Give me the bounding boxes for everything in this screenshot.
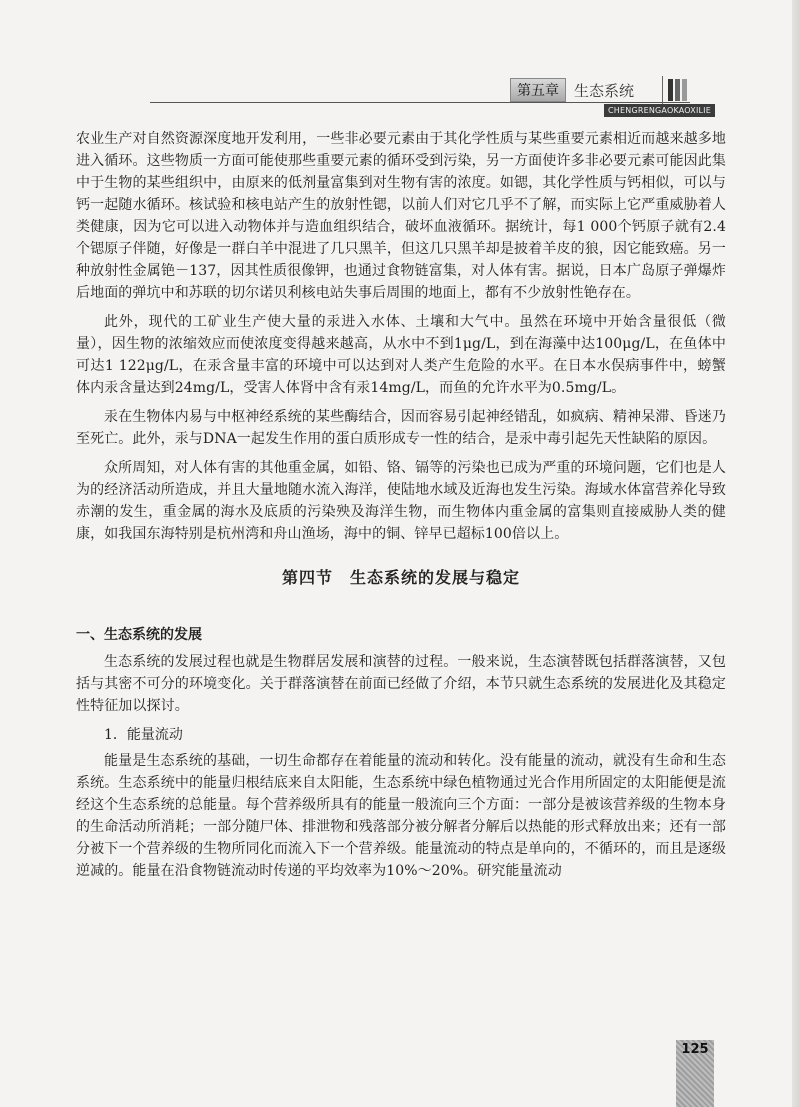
body-paragraph-6: 能量是生态系统的基础，一切生命都存在着能量的流动和转化。没有能量的流动，就没有生命和生态系统。生态系统中的能量归根结底来自太阳能，生态系统中绿色植物通过光合作用所固定的太阳能便是流经这个生态系统的总能量。每个营养级所具有的能量一般流向三个方面：一部分是被该营养级的生物本身的生命活动所消耗；一部分随尸体、排泄物和残落部分被分解者分解后以热能的形式释放出来；还有一部分被下一个营养级的生物所同化而流入下一个营养级。能量流动的特点是单向的，不循环的，而且是逐级逆减的。能量在沿食物链流动时传递的平均效率为10%～20%。研究能量流动 [76, 753, 726, 879]
body-paragraph-4: 众所周知，对人体有害的其他重金属，如铅、铬、镉等的污染也已成为严重的环境问题，它们也是人为的经济活动所造成，并且大量地随水流入海洋，使陆地水域及近海也发生污染。海域水体富营养化导致赤潮的发生，重金属的海水及底质的污染殃及海洋生物，而生物体内重金属的富集则直接威胁人类的健康，如我国东海特别是杭州湾和舟山渔场，海中的铜、锌早已超标100倍以上。 [76, 460, 726, 542]
body-paragraph-5: 生态系统的发展过程也就是生物群居发展和演替的过程。一般来说，生态演替既包括群落演替，又包括与其密不可分的环境变化。关于群落演替在前面已经做了介绍，本节只就生态系统的发展进化及其稳定性特征加以探讨。 [76, 654, 726, 714]
page-body [76, 128, 726, 889]
body-paragraph-2: 此外，现代的工矿业生产使大量的汞进入水体、土壤和大气中。虽然在环境中开始含量很低（微量），因生物的浓缩效应而使浓度变得越来越高，从水中不到1μg/L，到在海藻中达100μg/L，在鱼体中可达1 122μg/L，在汞含量丰富的环境中可以达到对人类产生危险的水平。在日本水俣病事件中，螃蟹体内汞含量达到24mg/L，受害人体肾中含有汞14mg/L，而鱼的允许水平为0.5mg/L。 [76, 314, 726, 396]
page-number: 125 [681, 1042, 709, 1057]
body-paragraph-1: 农业生产对自然资源深度地开发利用，一些非必要元素由于其化学性质与某些重要元素相近而越来越多地进入循环。这些物质一方面可能使那些重要元素的循环受到污染，另一方面使许多非必要元素可能因此集中于生物的某些组织中，由原来的低剂量富集到对生物有害的浓度。如锶，其化学性质与钙相似，可以与钙一起随水循环。核试验和核电站产生的放射性锶，以前人们对它几乎不了解，而实际上它严重威胁着人类健康，因为它可以进入动物体并与造血组织结合，破坏血液循环。据统计，每1 000个钙原子就有2.4个锶原子伴随，好像是一群白羊中混进了几只黑羊，但这几只黑羊却是披着羊皮的狼，因它能致癌。另一种放射性金属铯－137，因其性质很像钾，也通过食物链富集，对人体有害。据说，日本广岛原子弹爆炸后地面的弹坑中和苏联的切尔诺贝利核电站失事后周围的地面上，都有不少放射性铯存在。 [76, 131, 726, 301]
page-number-tab [676, 1040, 714, 1107]
numbered-heading: 1．能量流动 [104, 727, 183, 743]
chapter-label: 第五章 [510, 78, 566, 102]
subheading: 一、生态系统的发展 [76, 627, 202, 643]
section-title: 第四节 生态系统的发展与稳定 [281, 568, 520, 587]
running-header [510, 79, 634, 101]
series-subtitle: CHENGRENGAOKAOXILIE [604, 104, 715, 117]
page-edge [792, 0, 800, 1107]
header-decoration [668, 79, 687, 101]
chapter-name: 生态系统 [574, 81, 635, 100]
body-paragraph-3: 汞在生物体内易与中枢神经系统的某些酶结合，因而容易引起神经错乱，如疯病、精神呆滞、昏迷乃至死亡。此外，汞与DNA一起发生作用的蛋白质形成专一性的结合，是汞中毒引起先天性缺陷的原因。 [76, 409, 726, 447]
header-rule [150, 102, 690, 103]
